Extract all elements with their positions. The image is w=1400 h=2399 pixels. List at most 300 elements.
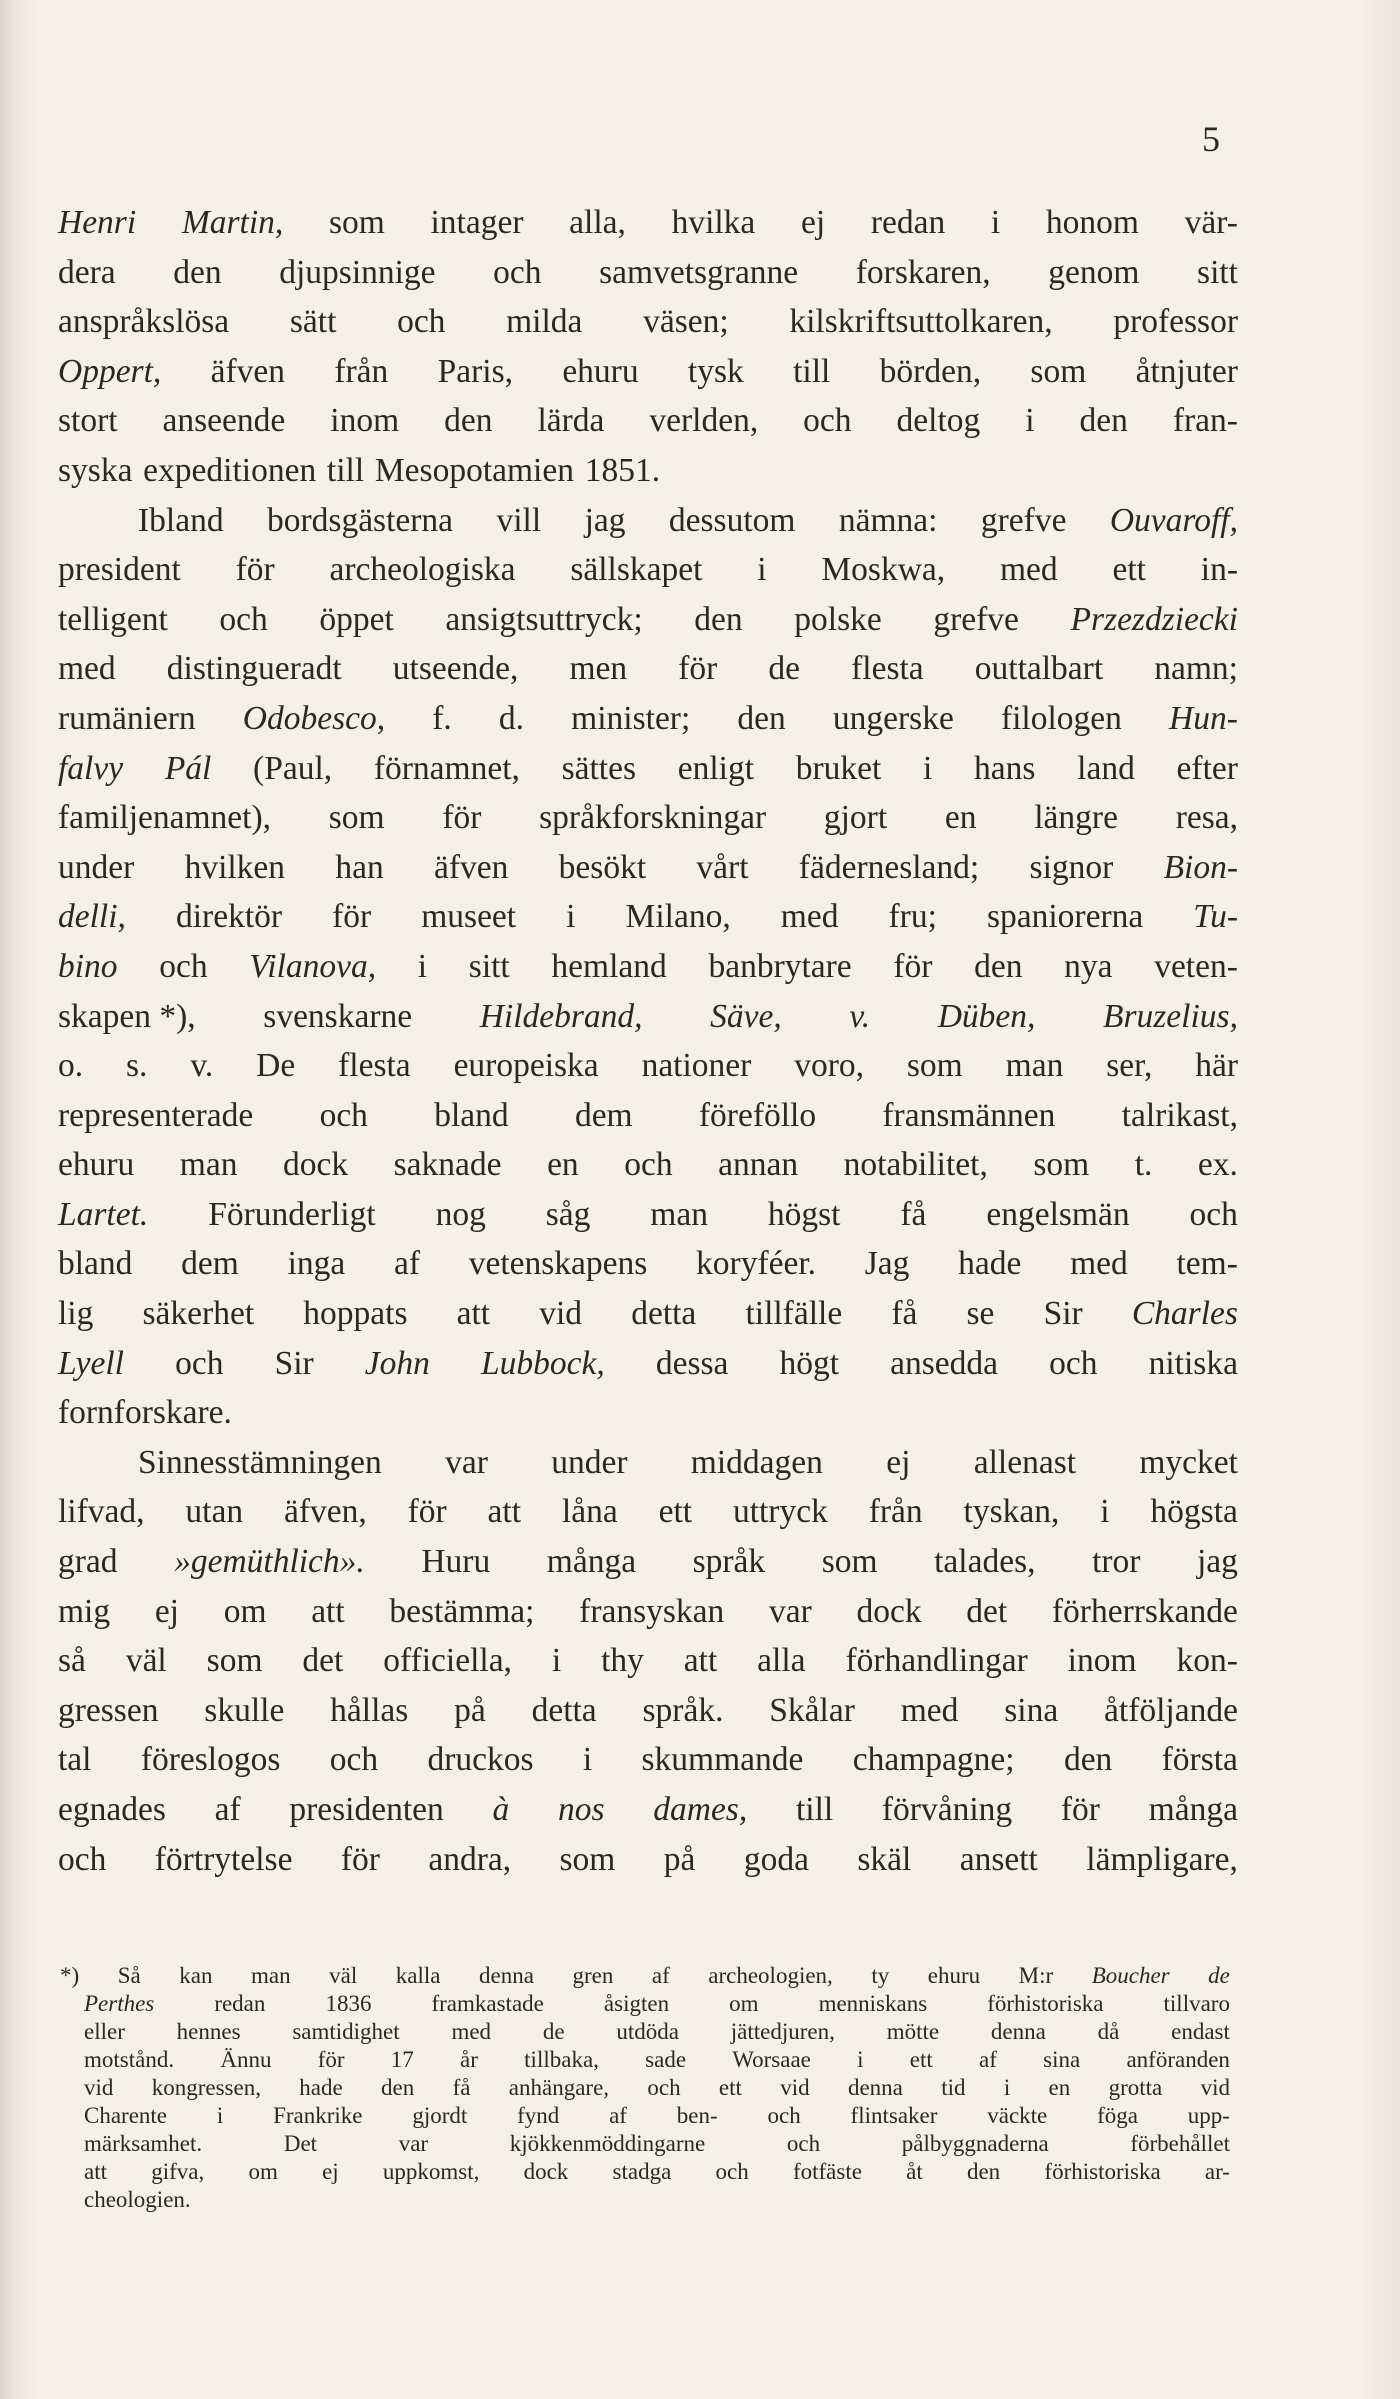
word: med [780, 898, 839, 936]
word: förtrytelse [154, 1840, 293, 1878]
word: Mesopotamien [374, 451, 574, 489]
word: thy [601, 1642, 644, 1680]
word: den [444, 402, 493, 440]
word: uttryck [732, 1493, 828, 1531]
word: dames, [653, 1791, 748, 1828]
word: af [979, 2047, 997, 2072]
text-line [58, 1835, 1238, 1885]
word: de [768, 650, 801, 688]
word: uppkomst, [382, 2159, 480, 2184]
word: fotfäste [792, 2159, 862, 2184]
word: ar- [1204, 2159, 1230, 2184]
word: man [1005, 1047, 1064, 1085]
word: lämpligare, [1086, 1840, 1238, 1878]
word: man [179, 1146, 238, 1184]
footnote-line [60, 2186, 1230, 2214]
word: bruket [795, 749, 882, 787]
word: delli, [58, 898, 126, 936]
word: ungerske [832, 699, 954, 737]
word: fäderneslаnd; [798, 848, 980, 886]
word: under [551, 1443, 628, 1481]
word: alla [757, 1642, 806, 1680]
word: presidenten [289, 1791, 444, 1828]
word: gjort [823, 799, 888, 837]
text-line [58, 1537, 1238, 1587]
word: dem [574, 1096, 633, 1134]
word: för [1060, 1791, 1100, 1828]
word: många [1148, 1791, 1238, 1828]
word: ett [658, 1493, 693, 1531]
word: åsigten [603, 1991, 670, 2016]
word: Frankrike [273, 2103, 363, 2128]
word: skummande [641, 1741, 804, 1779]
word: resa, [1175, 799, 1238, 837]
word: lifvad, [58, 1493, 145, 1531]
text-line [58, 1487, 1238, 1537]
word: högsta [1150, 1493, 1238, 1531]
word: den [173, 253, 222, 291]
word: den [381, 2075, 415, 2100]
word: skapen *), [58, 997, 196, 1035]
word: gren [572, 1963, 614, 1988]
word: andra, [428, 1840, 512, 1878]
word: ansedda [890, 1344, 999, 1382]
word: fynd [517, 2103, 560, 2128]
word: få [452, 2075, 471, 2100]
word: ex. [1197, 1146, 1238, 1184]
text-line [58, 793, 1238, 843]
word: ehuru [927, 1963, 981, 1988]
word: med [1070, 1245, 1128, 1283]
word: inom [330, 402, 400, 440]
word: Det [283, 2131, 318, 2156]
word: här [1195, 1047, 1238, 1085]
word: och [159, 947, 208, 985]
word: Vilanova, [249, 947, 377, 985]
word: denna [479, 1963, 534, 1988]
word: den [1063, 1741, 1113, 1779]
word: hade [299, 2075, 343, 2100]
word: gressen [58, 1691, 159, 1729]
word: äfven, [283, 1493, 367, 1531]
text-line [58, 1091, 1238, 1141]
text-line [58, 1190, 1238, 1240]
word: var [398, 2131, 429, 2156]
word: fran- [1172, 402, 1238, 440]
word: Ouvaroff, [1109, 501, 1238, 539]
word: alla, [569, 204, 626, 241]
word: hvilka [671, 204, 756, 241]
word: f. [432, 699, 452, 737]
word: Hun- [1169, 699, 1238, 737]
word: Förunderligt [208, 1195, 376, 1233]
word: högt [779, 1344, 840, 1382]
word: utseende, [392, 650, 519, 688]
word: notabilitet, [843, 1146, 988, 1184]
word: Odobesco, [242, 699, 386, 737]
word: ej [154, 1592, 179, 1630]
word: väsen; [643, 303, 729, 341]
word: från [868, 1493, 923, 1531]
word: goda [743, 1840, 809, 1878]
word: rumäniern [58, 699, 196, 737]
word: i [757, 551, 767, 589]
text-line [58, 297, 1238, 347]
word: i [216, 2103, 224, 2128]
word: en [944, 799, 977, 837]
word: och [175, 1344, 224, 1382]
text-line [58, 644, 1238, 694]
word: spaniorerna [986, 898, 1144, 936]
word: som [1033, 1146, 1090, 1184]
footnotes [60, 1962, 1230, 2214]
word: som [328, 204, 385, 241]
word: Henri [58, 204, 137, 241]
word: och [647, 2075, 681, 2100]
word: John [364, 1344, 430, 1382]
word: grotta [1108, 2075, 1163, 2100]
word: ej [886, 1443, 911, 1481]
word: i [1100, 1493, 1110, 1531]
word: motstånd. [84, 2047, 175, 2072]
word: museet [421, 898, 517, 936]
word: fru; [888, 898, 937, 936]
word: minister; [571, 699, 691, 737]
word: honom [1045, 204, 1139, 241]
word: första [1161, 1741, 1238, 1779]
word: samtidighet [292, 2019, 400, 2044]
word: Lartet. [58, 1195, 149, 1233]
word: ett [718, 2075, 742, 2100]
word: och [493, 253, 542, 291]
word: sätt [289, 303, 337, 341]
text-line [58, 1785, 1238, 1835]
word: som [1030, 352, 1087, 390]
word: Milano, [625, 898, 731, 936]
text-line [58, 496, 1238, 546]
word: om [248, 2159, 278, 2184]
word: nitiska [1148, 1344, 1238, 1382]
word: v. [849, 997, 871, 1035]
word: hade [958, 1245, 1022, 1283]
word: Boucher [1091, 1963, 1170, 1988]
word: stadga [612, 2159, 672, 2184]
word: vårt [696, 848, 749, 886]
footnote-line [60, 2130, 1230, 2158]
word: äfven [433, 848, 509, 886]
word: namn; [1154, 650, 1238, 688]
text-line [58, 1140, 1238, 1190]
word: efter [1176, 749, 1238, 787]
word: koryféer. [696, 1245, 817, 1283]
word: expeditionen [143, 451, 317, 489]
word: filologen [1000, 699, 1122, 737]
text-line [58, 198, 1238, 248]
word: milda [506, 303, 583, 341]
word: i [582, 1741, 593, 1779]
word: genom [1048, 253, 1140, 291]
word: jag [1196, 1543, 1238, 1581]
word: om [729, 1991, 759, 2016]
word: som [559, 1840, 616, 1878]
word: Worsaae [732, 2047, 811, 2072]
word: direktör [175, 898, 283, 936]
word: Charles [1131, 1295, 1238, 1333]
word: vid [780, 2075, 810, 2100]
word: ser, [1106, 1047, 1153, 1085]
word: dessa [655, 1344, 729, 1382]
word: för [235, 551, 275, 589]
word: då [1097, 2019, 1120, 2044]
word: om [223, 1592, 267, 1630]
word: märksamhet. [84, 2131, 203, 2156]
word: banbrytare [708, 947, 852, 985]
word: dock [523, 2159, 569, 2184]
word: distingueradt [166, 650, 342, 688]
footnote-line [60, 1990, 1230, 2018]
word: o. [58, 1047, 84, 1085]
word: v. [190, 1047, 214, 1085]
word: för [678, 650, 718, 688]
word: tal [58, 1741, 92, 1779]
word: forskaren, [855, 253, 991, 291]
word: kalla [395, 1963, 441, 1988]
page-number: 5 [1202, 119, 1220, 159]
word: kan [179, 1963, 213, 1988]
word: verlden, [649, 402, 759, 440]
word: förbehållet [1130, 2131, 1230, 2156]
word: saknade [393, 1146, 502, 1184]
word: djupsinnige [279, 253, 436, 291]
word: ett [909, 2047, 933, 2072]
word: språk [692, 1543, 766, 1581]
text-line [58, 396, 1238, 446]
word: få [900, 1195, 927, 1233]
word: intager [430, 204, 524, 241]
word: tysk [687, 352, 744, 390]
word: utdöda [616, 2019, 679, 2044]
word: de [542, 2019, 565, 2044]
word: af [393, 1245, 420, 1283]
word: det [302, 1642, 344, 1680]
word: åtföljande [1104, 1691, 1238, 1729]
word: Säve, [710, 997, 782, 1035]
word: denna [990, 2019, 1046, 2044]
word: outtalbart [974, 650, 1104, 688]
word: s. [126, 1047, 148, 1085]
word: under [58, 848, 135, 886]
word: vill [496, 501, 542, 539]
word: dessutom [668, 501, 796, 539]
word: skäl [857, 1840, 912, 1878]
word: representerade [58, 1096, 254, 1134]
word: (Paul, [253, 749, 333, 787]
word: för [407, 1493, 447, 1531]
word: ett [1112, 551, 1146, 589]
word: 1851. [584, 451, 661, 489]
word: och [397, 303, 446, 341]
text-line [58, 1438, 1238, 1488]
word: för [332, 898, 372, 936]
word: se [966, 1295, 995, 1333]
word: Charente [84, 2103, 168, 2128]
word: och [319, 1096, 368, 1134]
word: sättes [561, 749, 637, 787]
word: till [326, 451, 365, 489]
word: M:r [1018, 1963, 1054, 1988]
word: mycket [1139, 1443, 1238, 1481]
word: archeologiska [329, 551, 516, 589]
word: många [546, 1543, 637, 1581]
word: sina [1043, 2047, 1081, 2072]
word: föreföllo [698, 1096, 817, 1134]
word: på [454, 1691, 486, 1729]
word: tror [1092, 1543, 1141, 1581]
footnote-line [60, 2102, 1230, 2130]
word: Bruzelius, [1103, 997, 1238, 1035]
text-line [58, 942, 1238, 992]
word: veten- [1154, 947, 1238, 985]
word: Sir [274, 1344, 314, 1382]
word: hennes [176, 2019, 241, 2044]
word: som [906, 1047, 963, 1085]
word: bland [58, 1245, 133, 1283]
word: hemland [551, 947, 667, 985]
word: de [1208, 1963, 1230, 1988]
word: tillfälle [745, 1295, 843, 1333]
word: ej [322, 2159, 339, 2184]
word: i [566, 898, 576, 936]
text-line [58, 892, 1238, 942]
word: in- [1200, 551, 1238, 589]
word: middagen [690, 1443, 823, 1481]
word: och [1189, 1195, 1238, 1233]
word: vid [84, 2075, 114, 2100]
word: Lyell [58, 1344, 124, 1382]
text-line [58, 595, 1238, 645]
word: föga [1097, 2103, 1138, 2128]
word: han [335, 848, 384, 886]
word: 1836 [325, 1991, 372, 2016]
word: hoppats [303, 1295, 408, 1333]
word: förhistoriska [1044, 2159, 1161, 2184]
word: med [900, 1691, 959, 1729]
word: att [84, 2159, 107, 2184]
text-line [58, 1587, 1238, 1637]
word: ej [800, 204, 826, 241]
text-line [58, 347, 1238, 397]
word: talades, [934, 1543, 1036, 1581]
word: den [694, 600, 743, 638]
word: förvåning [881, 1791, 1013, 1828]
word: kilskriftsuttolkaren, [789, 303, 1053, 341]
word: president [58, 551, 181, 589]
word: förherrskande [1051, 1592, 1238, 1630]
word: Düben, [937, 997, 1036, 1035]
word: som [821, 1543, 878, 1581]
word: signor [1029, 848, 1114, 886]
word: svenskarne [263, 997, 413, 1035]
word: officiella, [383, 1642, 512, 1680]
word: man [650, 1195, 708, 1233]
word: eller [84, 2019, 125, 2044]
word: såg [545, 1195, 591, 1233]
word: för [442, 799, 482, 837]
word: nationer [641, 1047, 752, 1085]
word: vär- [1184, 204, 1238, 241]
word: föreslogos [140, 1741, 281, 1779]
word: att [456, 1295, 491, 1333]
word: bino [58, 947, 118, 985]
word: ty [871, 1963, 890, 1988]
word: låna [561, 1493, 618, 1531]
word: nog [435, 1195, 486, 1233]
text-line [58, 992, 1238, 1042]
word: fransyskan [579, 1592, 725, 1630]
word: polske [794, 600, 882, 638]
word: Paris, [437, 352, 513, 390]
word: förhandlingar [845, 1642, 1028, 1680]
word: gifva, [151, 2159, 205, 2184]
text-line [58, 1041, 1238, 1091]
word: sällskapet [570, 551, 703, 589]
text-line [58, 1735, 1238, 1785]
word: syska [58, 451, 133, 489]
word: 17 [390, 2047, 414, 2072]
word: år [460, 2047, 478, 2072]
word: Ibland [138, 501, 224, 539]
word: med [58, 650, 116, 688]
word: enligt [677, 749, 755, 787]
word: Sinnesstämningen [138, 1443, 382, 1481]
word: hvilken [184, 848, 286, 886]
word: vid [1200, 2075, 1230, 2100]
text-line [58, 1388, 1238, 1438]
word: i [1025, 402, 1035, 440]
word: i [1003, 2075, 1011, 2100]
word: lärda [537, 402, 605, 440]
word: kon- [1176, 1642, 1238, 1680]
word: Hildebrand, [479, 997, 643, 1035]
word: ehuru [58, 1146, 135, 1184]
word: förhistoriska [987, 1991, 1104, 2016]
word: språkforskningar [539, 799, 767, 837]
word: redan [214, 1991, 266, 2016]
text-line [58, 1339, 1238, 1389]
word: cheologien. [84, 2187, 191, 2212]
word: Przezdziecki [1070, 600, 1238, 638]
word: i [857, 2047, 864, 2072]
word: men [569, 650, 628, 688]
word: säkerhet [142, 1295, 255, 1333]
word: Pál [164, 749, 212, 787]
word: Bion- [1163, 848, 1238, 886]
word: med [999, 551, 1058, 589]
word: den [974, 947, 1023, 985]
word: af [651, 1963, 670, 1988]
word: telligent [58, 600, 168, 638]
word: tillbaka, [524, 2047, 599, 2072]
word: menniskans [818, 1991, 928, 2016]
word: detta [631, 1295, 697, 1333]
word: börden, [879, 352, 982, 390]
word: och [329, 1741, 379, 1779]
word: väl [329, 1963, 358, 1988]
text-line [58, 744, 1238, 794]
word: väckte [987, 2103, 1048, 2128]
word: och [767, 2103, 801, 2128]
word: egnades [58, 1791, 166, 1828]
